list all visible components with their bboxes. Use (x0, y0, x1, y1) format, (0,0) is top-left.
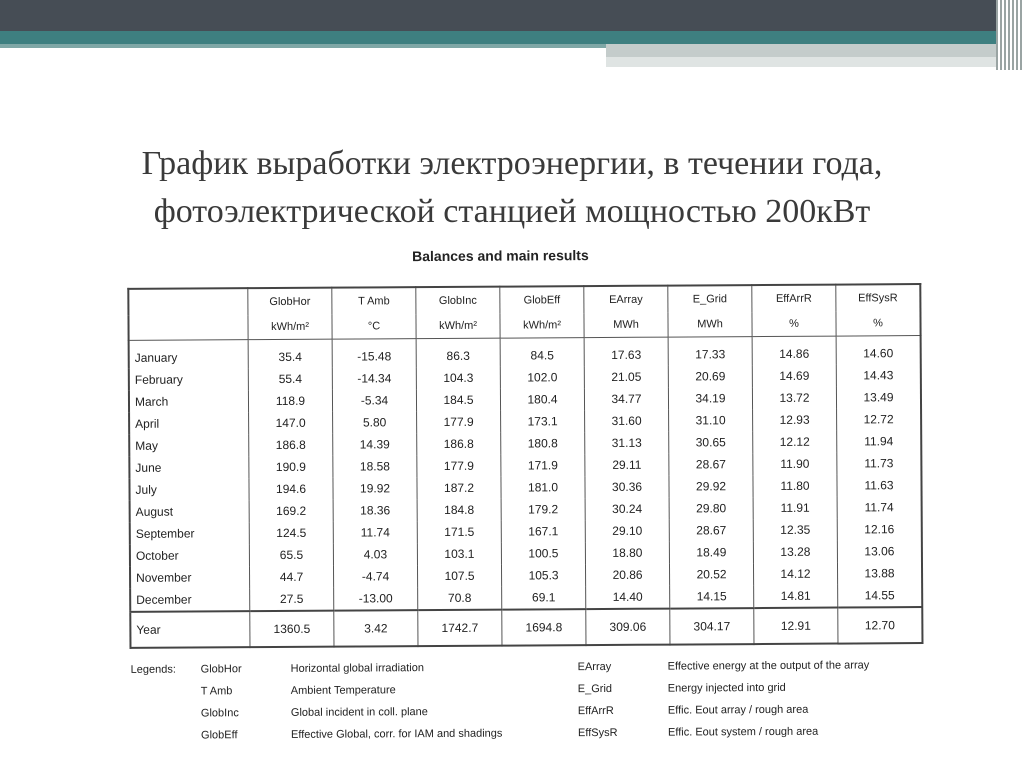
column-header: EffArrR (752, 285, 836, 313)
legend-label: Legends: (130, 663, 176, 676)
table-cell: 18.80 (585, 542, 669, 565)
table-cell: 34.77 (584, 388, 668, 411)
table-cell: 18.36 (333, 499, 417, 522)
header-empty-cell (128, 288, 248, 316)
table-cell: 173.1 (501, 410, 585, 433)
table-cell: 11.80 (753, 475, 837, 498)
table-cell: 18.58 (333, 455, 417, 478)
legend-desc: Effective energy at the output of the array (667, 659, 870, 673)
table-cell: 20.86 (585, 564, 669, 587)
legend-desc: Horizontal global irradiation (290, 662, 424, 675)
table-cell: 20.69 (668, 365, 752, 388)
table-cell: 18.49 (669, 541, 753, 564)
table-cell: 171.5 (417, 521, 501, 544)
table-cell: 179.2 (501, 498, 585, 521)
year-value: 3.42 (334, 610, 418, 647)
table-cell: 14.40 (586, 586, 670, 610)
table-cell: -15.48 (332, 339, 416, 368)
table-cell: 84.5 (500, 338, 584, 367)
table-cell: 11.91 (753, 497, 837, 520)
table-cell: 12.93 (753, 409, 837, 432)
slide-title-line-1: График выработки электроэнергии, в течении года, (141, 145, 883, 182)
table-cell: 30.24 (585, 498, 669, 521)
table-cell: 147.0 (249, 412, 333, 435)
table-cell: 186.8 (417, 433, 501, 456)
table-cell: 28.67 (669, 519, 753, 542)
table-cell: 14.39 (333, 433, 417, 456)
table-cell: 30.65 (669, 431, 753, 454)
month-label: May (129, 434, 249, 457)
table-cell: 19.92 (333, 477, 417, 500)
table-cell: 11.74 (333, 521, 417, 544)
legend-desc: Energy injected into grid (667, 681, 786, 695)
month-label: February (129, 368, 249, 391)
table-cell: 194.6 (249, 478, 333, 501)
table-cell: 20.52 (669, 563, 753, 586)
table-cell: 184.8 (417, 499, 501, 522)
column-unit: °C (332, 314, 416, 339)
legend-abbr: EffArrR (577, 704, 614, 718)
table-cell: -14.34 (332, 367, 416, 390)
legend-desc: Effic. Eout system / rough area (667, 725, 819, 739)
year-value: 1742.7 (418, 610, 502, 647)
table-cell: 30.36 (585, 476, 669, 499)
legend-abbr: GlobHor (200, 663, 242, 676)
year-value: 1360.5 (250, 611, 334, 648)
column-header: GlobInc (416, 287, 500, 315)
table-cell: -5.34 (332, 389, 416, 412)
month-label: December (130, 588, 250, 612)
table-cell: 11.90 (753, 453, 837, 476)
table-cell: 103.1 (417, 543, 501, 566)
header-band-teal-light (0, 44, 606, 48)
table-cell: 190.9 (249, 456, 333, 479)
header-band-teal (0, 31, 1000, 44)
table-cell: 177.9 (417, 411, 501, 434)
legend-abbr: EffSysR (577, 726, 618, 740)
slide-title (40, 140, 984, 236)
table-cell: 21.05 (584, 366, 668, 389)
column-unit: MWh (584, 313, 668, 338)
legend-abbr: EArray (577, 660, 612, 674)
table-cell: 13.49 (836, 386, 921, 409)
table-cell: 70.8 (418, 587, 502, 611)
column-unit: kWh/m² (248, 315, 332, 340)
table-cell: 13.72 (752, 387, 836, 410)
legend (130, 653, 921, 742)
column-unit: MWh (668, 312, 752, 337)
table-cell: 12.72 (837, 408, 922, 431)
year-value: 304.17 (670, 608, 754, 645)
table-cell: 14.55 (838, 584, 923, 608)
table-cell: 181.0 (501, 476, 585, 499)
table-cell: 31.13 (585, 432, 669, 455)
column-unit: kWh/m² (500, 313, 584, 338)
table-cell: 14.69 (752, 365, 836, 388)
table-cell: 11.63 (837, 474, 922, 497)
table-cell: 14.60 (836, 336, 921, 365)
column-unit: % (836, 311, 921, 336)
table-cell: 171.9 (501, 454, 585, 477)
table-cell: 107.5 (417, 565, 501, 588)
legend-desc: Effective Global, corr. for IAM and shadings (290, 727, 503, 741)
header-band-grey-light (606, 57, 1006, 67)
month-label: July (129, 478, 249, 501)
legend-desc: Ambient Temperature (290, 684, 396, 697)
table-cell: 29.11 (585, 454, 669, 477)
table-cell: 169.2 (249, 500, 333, 523)
column-unit: % (752, 312, 836, 337)
table-cell: 167.1 (501, 520, 585, 543)
table-cell: 27.5 (250, 588, 334, 612)
column-header: T Amb (332, 287, 416, 315)
year-value: 12.91 (754, 608, 838, 645)
table-cell: 105.3 (501, 564, 585, 587)
table-cell: 65.5 (249, 544, 333, 567)
table-cell: 35.4 (248, 339, 332, 368)
month-label: August (130, 500, 250, 523)
table-cell: 13.06 (837, 540, 922, 563)
slide-title-line-2: фотоэлектрической станцией мощностью 200кВт (153, 193, 871, 230)
table-cell: 14.43 (836, 364, 921, 387)
results-table (127, 283, 923, 649)
table-cell: 5.80 (333, 411, 417, 434)
table-cell: 29.92 (669, 475, 753, 498)
table-cell: 124.5 (249, 522, 333, 545)
table-cell: 184.5 (416, 389, 500, 412)
results-heading: Balances and main results (412, 247, 589, 265)
table-cell: 17.33 (668, 337, 752, 366)
table-cell: 14.15 (670, 585, 754, 609)
table-cell: 13.28 (753, 541, 837, 564)
table-cell: 4.03 (333, 543, 417, 566)
table-cell: 177.9 (417, 455, 501, 478)
table-cell: 11.73 (837, 452, 922, 475)
table-cell: 14.12 (753, 563, 837, 586)
legend-abbr: E_Grid (577, 682, 613, 696)
year-value: 12.70 (838, 607, 923, 644)
header-band-stripes (996, 0, 1024, 70)
table-cell: 31.10 (669, 409, 753, 432)
legend-abbr: GlobInc (200, 707, 239, 720)
month-label: March (129, 390, 249, 413)
year-label: Year (130, 611, 250, 648)
table-cell: 102.0 (500, 366, 584, 389)
table-cell: 180.4 (500, 388, 584, 411)
year-value: 309.06 (586, 609, 670, 646)
table-cell: 12.35 (753, 519, 837, 542)
table-cell: -13.00 (334, 587, 418, 611)
table-cell: 11.74 (837, 496, 922, 519)
table-cell: 11.94 (837, 430, 922, 453)
column-header: EffSysR (836, 284, 921, 312)
month-label: January (129, 340, 249, 369)
column-header: GlobHor (248, 288, 332, 316)
table-cell: 86.3 (416, 338, 500, 367)
scanned-results-table (110, 235, 943, 750)
month-label: June (129, 456, 249, 479)
table-cell: 13.88 (837, 562, 922, 585)
table-cell: 31.60 (585, 410, 669, 433)
month-label: November (130, 566, 250, 589)
legend-abbr: GlobEff (200, 729, 238, 742)
legend-desc: Global incident in coll. plane (290, 706, 428, 719)
year-total-row (130, 607, 922, 648)
table-body (129, 336, 923, 612)
header-band-dark (0, 0, 1024, 31)
table-cell: 17.63 (584, 337, 668, 366)
table-cell: 44.7 (249, 566, 333, 589)
table-cell: 69.1 (502, 586, 586, 610)
table-cell: 118.9 (248, 390, 332, 413)
table-cell: 186.8 (249, 434, 333, 457)
header-band-grey (606, 44, 1006, 57)
legend-desc: Effic. Eout array / rough area (667, 703, 809, 717)
table-cell: 180.8 (501, 432, 585, 455)
table-cell: 187.2 (417, 477, 501, 500)
column-header: EArray (584, 286, 668, 314)
month-label: October (130, 544, 250, 567)
table-cell: 29.10 (585, 520, 669, 543)
month-label: September (130, 522, 250, 545)
table-cell: 14.86 (752, 336, 836, 365)
column-header: GlobEff (500, 286, 584, 314)
unit-empty-cell (128, 315, 248, 340)
table-cell: -4.74 (333, 565, 417, 588)
table-cell: 12.16 (837, 518, 922, 541)
column-header: E_Grid (668, 285, 752, 313)
table-cell: 28.67 (669, 453, 753, 476)
year-value: 1694.8 (502, 609, 586, 646)
table-cell: 55.4 (248, 368, 332, 391)
table-cell: 104.3 (416, 367, 500, 390)
table-cell: 14.81 (754, 585, 838, 609)
table-cell: 29.80 (669, 497, 753, 520)
table-cell: 100.5 (501, 542, 585, 565)
table-cell: 34.19 (668, 387, 752, 410)
legend-abbr: T Amb (200, 685, 233, 698)
month-label: April (129, 412, 249, 435)
column-unit: kWh/m² (416, 314, 500, 339)
table-cell: 12.12 (753, 431, 837, 454)
